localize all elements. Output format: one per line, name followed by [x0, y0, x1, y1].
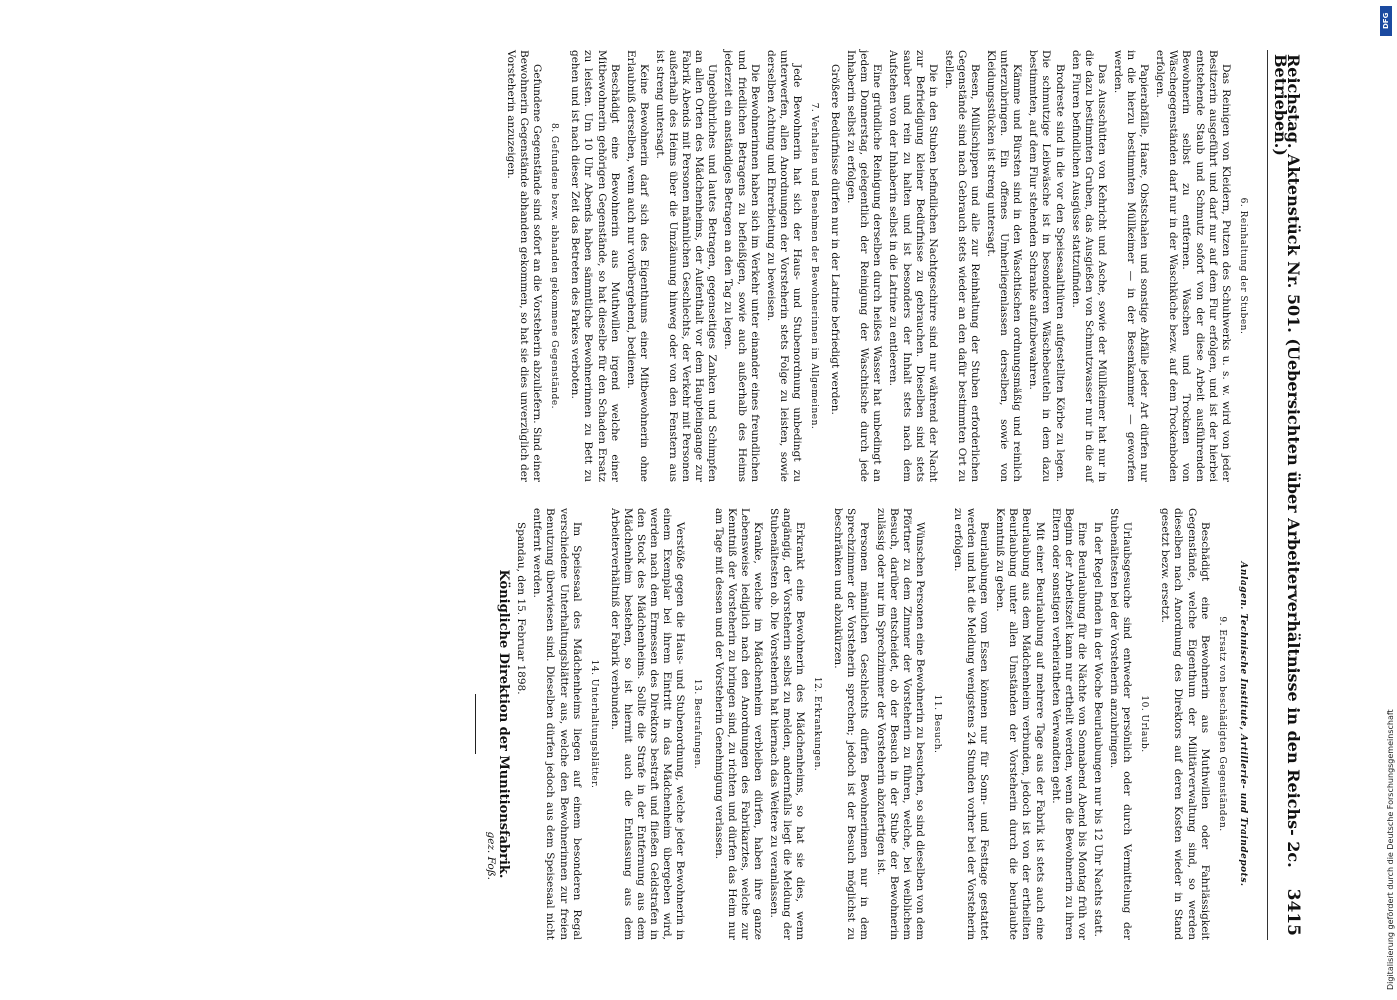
paragraph: Urlaubsgesuche sind entweder persönlich oder durch Vermittelung der Stubenältesten bei der Vorsteherin anzubringen.	[1108, 508, 1134, 940]
paragraph: Die in den Stuben befindlichen Nachtgeschirre sind nur während der Nacht zur Befriedigung kleiner Bedürfnisse zu gebrauchen. Dieselben sind stets sauber und rein zu halten und ist besonders der Inhalt stets nach dem Aufstehen von der Inhaberin selbst in die Latrine zu entleeren.	[887, 50, 939, 482]
header-title: Reichstag. Aktenstück Nr. 501. (Uebersichten über Arbeiterverhältnisse in den Reichs- 2c. Betrieben.)	[1270, 54, 1303, 868]
section-heading: 9. Ersatz von beschädigten Gegenständen.	[1216, 616, 1227, 832]
section-heading: 13. Bestrafungen.	[692, 678, 703, 770]
paragraph: Beschädigt eine Bewohnerin aus Muthwillen irgend welche einer Mitbewohnerin gehörigen Gegenstände, so hat dieselbe für den Schaden Ersatz zu leisten. Um 10 Uhr Abends haben sämmtliche Bewohnerinnen zu Bett zu gehen und ist nach dieser Zeit das Betreten des Parkes verboten.	[569, 50, 621, 482]
section-heading: 10. Urlaub.	[1139, 695, 1150, 753]
signature: gez. Foß.	[485, 831, 498, 880]
paragraph: Eine Beurlaubung für die Nächte von Sonnabend Abend bis Montag früh vor Beginn der Arbeitszeit kann nur ertheilt werden, wenn die Bewohnerin zu ihren Eltern oder sonstigen verheiratheten Verwandten geht.	[1049, 508, 1088, 940]
digitization-credit: Digitalisierung gefördert durch die Deutsche Forschungsgemeinschaft	[1386, 709, 1395, 990]
paragraph: Brodreste sind in die vor den Speisesaalthüren aufgestellten Körbe zu legen. Die schmutzige Leibwäsche ist in besonderen Wäschebeuteln in dem dazu bestimmten, auf dem Flur stehenden Schranke aufzubewahren.	[1027, 50, 1066, 482]
paragraph: Gefundene Gegenstände sind sofort an die Vorsteherin abzuliefern. Sind einer Bewohnerin Gegenstände abhanden gekommen, so hat sie dies unverzüglich der Vorsteherin anzuzeigen.	[505, 50, 544, 482]
dfg-logo: DFG	[1380, 6, 1392, 36]
section-heading: 6. Reinhaltung der Stuben.	[1237, 197, 1248, 335]
paragraph: Das Reinigen von Kleidern, Putzen des Schuhwerks u. s. w. wird von jeder Besitzerin ausgeführt und darf nur auf dem Flur erfolgen, und ist der hierbei entstehende Staub und Schmutz sofort von der diese Arbeit ausführenden Bewohnerin selbst zu entfernen. Waschen und Trocknen von Wäschegegenständen darf nur in der Waschküche bezw. auf dem Trockenboden erfolgen.	[1154, 50, 1232, 482]
annex-heading: Anlagen. Technische Institute, Artillerie- und Traindepots.	[1237, 561, 1248, 887]
paragraph: Eine gründliche Reinigung derselben durch heißes Wasser hat unbedingt an jedem Donnerstag, gelegentlich der Reinigung der Waschtische durch jede Inhaberin selbst zu erfolgen.	[845, 50, 884, 482]
paragraph: Die Bewohnerinnen haben sich im Verkehr unter einander eines freundlichen und friedlichen Betragens zu befleißigen, sowie auch außerhalb des Heims jederzeit ein anständiges Betragen an den Tag zu legen.	[722, 50, 761, 482]
divider	[475, 694, 476, 754]
column-left	[475, 50, 1257, 482]
issuing-authority: Königliche Direktion der Munitionsfabrik.	[496, 569, 512, 879]
place-date: Spandau, den 15. Februar 1898.	[515, 522, 528, 695]
paragraph: Papierabfälle, Haare, Obstschalen und sonstige Abfälle jeder Art dürfen nur in die hierzu bestimmten Müllkeimer — in der Besenkammer — geworfen werden.	[1111, 50, 1151, 482]
paragraph: Kämme und Bürsten sind in den Waschtischen ordnungsmäßig und reinlich unterzubringen. Ein offenes Umherliegenlassen derselben, sowie von Kleidungsstücken ist streng untersagt.	[985, 50, 1024, 482]
section-heading: 12. Erkrankungen.	[812, 676, 823, 772]
paragraph: Mit einer Beurlaubung auf mehrere Tage aus der Fabrik ist stets auch eine Beurlaubung aus dem Mädchenheim verbunden, jedoch ist von der ertheilten Beurlaubung unter allen Umständen der Vorsteherin durch die beurlaubte Kenntniß zu geben.	[994, 508, 1046, 940]
page-header	[1267, 50, 1310, 940]
section-heading: 8. Gefundene bezw. abhanden gekommene Gegenstände.	[549, 122, 560, 410]
column-right	[475, 508, 1257, 940]
paragraph: Kranke, welche im Mädchenheim verbleiben dürfen, haben ihre ganze Lebensweise lediglich nach den Anordnungen des Fabrikarztes, welche zur Kenntniß der Vorsteherin zu bringen sind, zu richten und dürfen das Heim nur am Tage mit dessen und der Vorsteherin Genehmigung verlassen.	[712, 508, 764, 940]
paragraph: Verstöße gegen die Haus- und Stubenordnung, welche jeder Bewohnerin in einem Exemplar bei ihrem Eintritt in das Mädchenheim übergeben wird, werden nach dem Ermessen des Direktors bestraft und fließen Geldstrafen in den Stock des Mädchenheims. Sollte die Strafe in der Entfernung aus dem Mädchenheim bestehen, so ist hiermit auch die Entlassung aus dem Arbeiterverhältniß der Fabrik verbunden.	[608, 508, 687, 940]
paragraph: Beurlaubungen vom Essen können nur für Sonn- und Festtage gestattet werden und hat die Meldung wenigstens 24 Stunden vorher bei der Vorsteherin zu erfolgen.	[952, 508, 991, 940]
paragraph: Wünschen Personen eine Bewohnerin zu besuchen, so sind dieselben von dem Pförtner zu dem Zimmer der Vorsteherin zu führen, welche, bei weiblichem Besuch, darüber entscheidet, ob der Besuch in der Stube der Bewohnerin zulässig oder nur im Sprechzimmer der Vorsteherin abzufertigen ist.	[874, 508, 926, 940]
section-heading: 7. Verhalten und Benehmen der Bewohnerinnen im Allgemeinen.	[809, 102, 819, 430]
paragraph: Erkrankt eine Bewohnerin des Mädchenheims, so hat sie dies, wenn angängig, der Vorsteherin selbst zu melden, andernfalls liegt die Meldung der Stubenältesten ob. Die Vorsteherin hat hiernach das Weitere zu veranlassen.	[767, 508, 807, 940]
paragraph: Personen männlichen Geschlechts dürfen Bewohnerinnen nur in dem Sprechzimmer der Vorsteherin sprechen; jedoch ist der Besuch möglichst zu beschränken und abzukürzen.	[832, 508, 871, 940]
paragraph: Das Ausschütten von Kehricht und Asche, sowie der Müllkeimer hat nur in die dazu bestimmten Gruben, das Ausgießen von Schmutzwasser nur in die auf den Fluren befindlichen Ausgüsse stattzufinden.	[1069, 50, 1108, 482]
page-number: 3415	[1283, 888, 1303, 936]
section-heading: 11. Besuch.	[931, 694, 942, 754]
paragraph: Beschädigt eine Bewohnerin aus Muthwillen oder Fahrlässigkeit Gegenstände, welche Eigenthum der Militärverwaltung sind, so werden dieselben nach Anordnung des Direktors auf deren Kosten wieder in Stand gesetzt bezw. ersetzt.	[1159, 508, 1211, 940]
paragraph: Ungebührliches und lautes Betragen, gegenseitiges Zanken und Schimpfen an allen Orten des Mädchenheims, der Aufenthalt vor dem Haupteingange zur Fabrik Abends mit Personen männlichen Geschlechts, der Verkehr mit Personen außerhalb des Heims über die Umzäunung hinweg oder von den Fenstern aus ist streng untersagt.	[653, 50, 719, 482]
paragraph: Keine Bewohnerin darf sich des Eigenthums einer Mitbewohnerin ohne Erlaubniß derselben, wenn auch nur vorübergehend, bedienen.	[624, 50, 650, 482]
section-heading: 14. Unterhaltungsblätter.	[588, 659, 599, 789]
paragraph: Besen, Müllschippen und alle zur Reinhaltung der Stuben erforderlichen Gegenstände sind nach Gebrauch stets wieder an den dafür bestimmten Ort zu stellen.	[942, 50, 982, 482]
paragraph: Jede Bewohnerin hat sich der Haus- und Stubenordnung unbedingt zu unterwerfen, allen Anordnungen der Vorsteherin stets Folge zu leisten, sowie derselben Achtung und Ehrerbietung zu beweisen.	[764, 50, 803, 482]
paragraph: Größere Bedürfnisse dürfen nur in der Latrine befriedigt werden.	[829, 64, 842, 415]
paragraph: In der Regel finden in der Woche Beurlaubungen nur bis 12 Uhr Nachts statt.	[1091, 522, 1104, 937]
text-columns	[475, 50, 1257, 940]
paragraph: Im Speisesaal des Mädchenheims liegen auf einem besonderen Regal verschiedene Unterhaltungsblätter aus, welche den Bewohnerinnen zur freien Benutzung überwiesen sind. Dieselben dürfen jedoch aus dem Speisesaal nicht entfernt werden.	[531, 508, 583, 940]
